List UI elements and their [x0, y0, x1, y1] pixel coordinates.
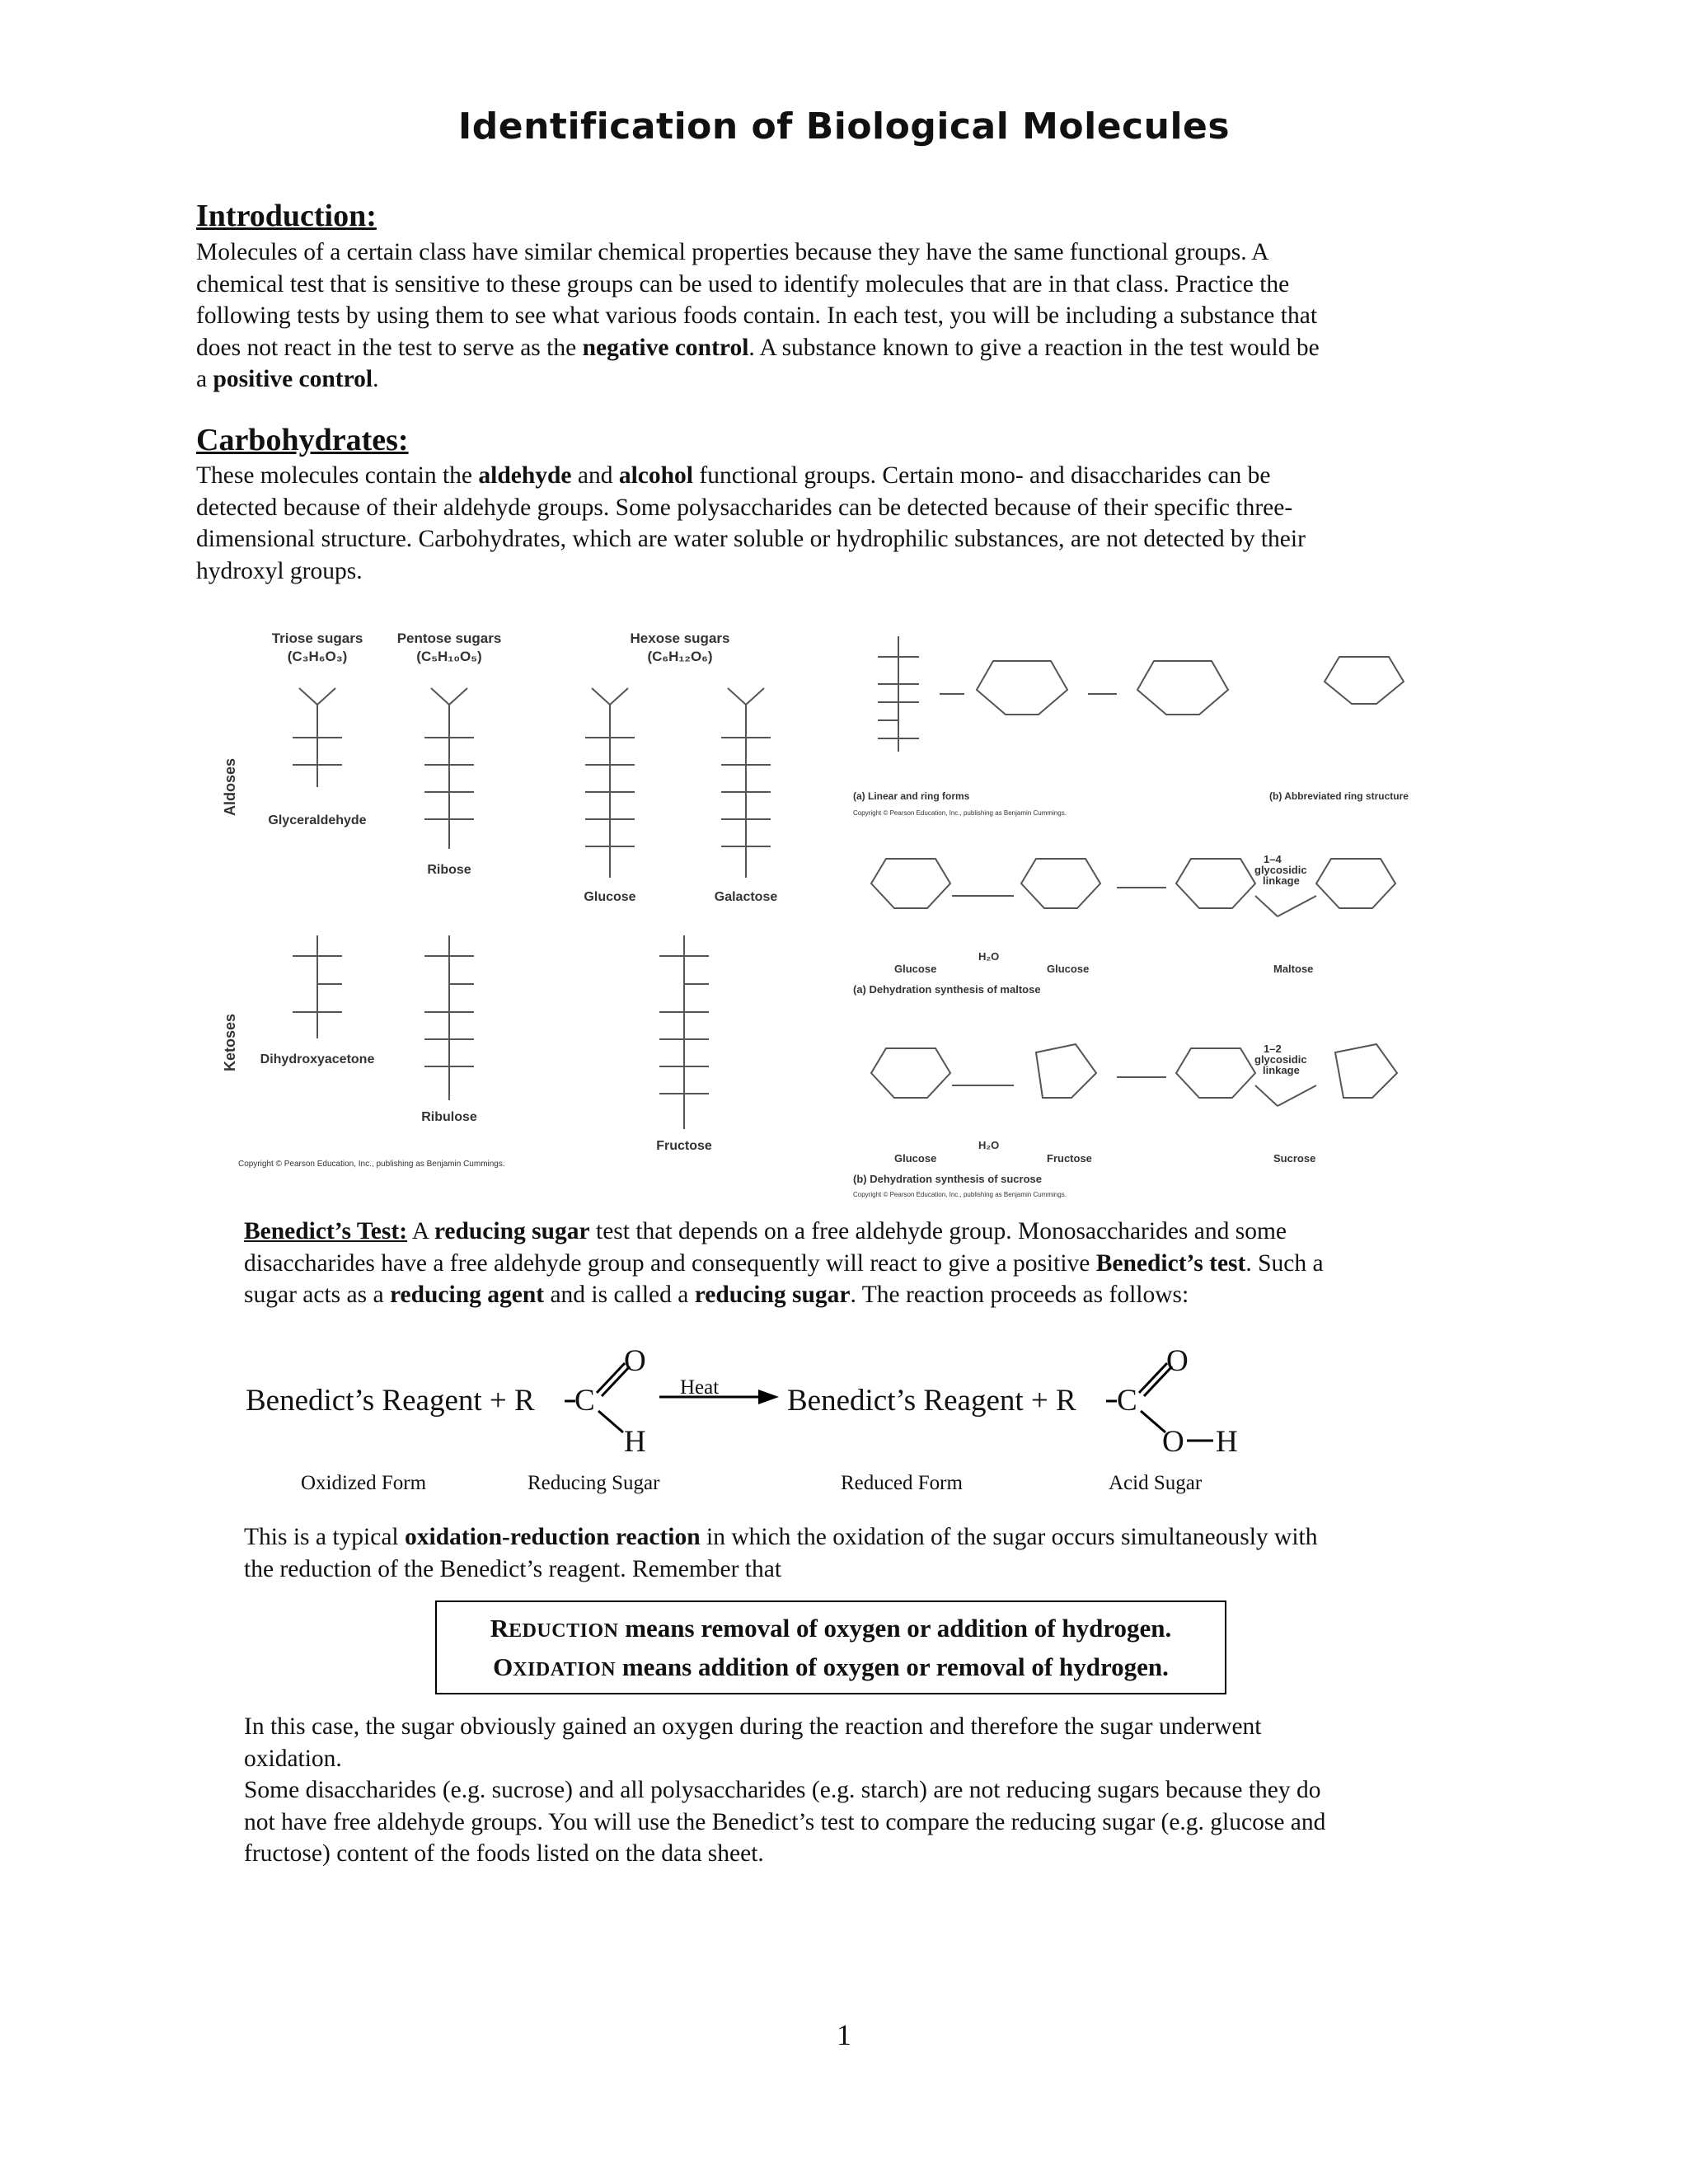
- glucose-rings: [940, 657, 1404, 715]
- reaction-right-hydroxyl-h: H: [1216, 1425, 1238, 1459]
- pentose-label: Pentose sugars: [396, 630, 502, 646]
- aldehyde-term: aldehyde: [478, 462, 572, 489]
- hexose-formula: (C₆H₁₂O₆): [647, 649, 713, 664]
- introduction-paragraph: [196, 237, 1482, 396]
- benedicts-test-label: Benedict’s Test:: [244, 1218, 408, 1244]
- sucrose-caption: (b) Dehydration synthesis of sucrose: [853, 1173, 1042, 1185]
- page-number: 1: [837, 2018, 851, 2051]
- benedicts-line-2: [244, 1248, 1489, 1280]
- intro-line-3: following tests by using them to see what various foods contain. In each test, you will be including a substance that: [196, 302, 1318, 329]
- ribose-label: Ribose: [427, 863, 471, 877]
- heat-label: Heat: [680, 1376, 720, 1399]
- acid-sugar-label: Acid Sugar: [1109, 1472, 1203, 1494]
- maltose-linkage: linkage: [1263, 874, 1300, 887]
- carbohydrates-paragraph: [196, 460, 1482, 587]
- ketose-skeletons: [293, 935, 709, 1129]
- ketoses-label: Ketoses: [222, 1013, 238, 1071]
- aldoses-label: Aldoses: [222, 757, 238, 816]
- intro-line-2: chemical test that is sensitive to these groups can be used to identify molecules that are in that class. Practice the: [196, 270, 1290, 298]
- text-run: . Such a: [1245, 1249, 1324, 1277]
- sucrose-linkage-number: 1–2: [1264, 1043, 1282, 1055]
- reaction-right-side: Benedict’s Reagent + R: [787, 1384, 1076, 1418]
- text-run: means addition of oxygen or removal of hydrogen.: [616, 1652, 1169, 1681]
- reducing-sugar-term: reducing sugar: [434, 1218, 590, 1244]
- text-run: in which the oxidation of the sugar occurs simultaneously with: [700, 1524, 1318, 1550]
- redox-line-1: [244, 1521, 1489, 1554]
- maltose-glucose-2: Glucose: [1047, 963, 1090, 975]
- positive-control-term: positive control: [213, 366, 373, 392]
- copyright-right-2: Copyright © Pearson Education, Inc., publishing as Benjamin Cummings.: [853, 1191, 1067, 1198]
- glyceraldehyde-label: Glyceraldehyde: [268, 813, 367, 827]
- ring-forms-figure: [853, 612, 1447, 1205]
- closing-paragraph: [244, 1711, 1489, 1870]
- intro-line-4: [196, 332, 1482, 364]
- sucrose-water: H₂O: [978, 1139, 1000, 1151]
- text-run: .: [373, 366, 379, 392]
- triose-formula: (C₃H₆O₃): [287, 649, 348, 664]
- copyright-right-1: Copyright © Pearson Education, Inc., publishing as Benjamin Cummings.: [853, 809, 1067, 817]
- copyright-left: Copyright © Pearson Education, Inc., publishing as Benjamin Cummings.: [238, 1160, 505, 1169]
- galactose-label: Galactose: [714, 890, 778, 904]
- sucrose-fructose: Fructose: [1047, 1152, 1092, 1165]
- intro-line-5: [196, 363, 1482, 396]
- text-run: sugar acts as a: [244, 1282, 390, 1308]
- reduced-form-label: Reduced Form: [841, 1472, 963, 1494]
- definitions-box: [435, 1601, 1226, 1694]
- sucrose-glycosidic: glycosidic: [1254, 1053, 1307, 1066]
- text-run: R: [490, 1614, 509, 1643]
- reducing-sugar-label: Reducing Sugar: [528, 1472, 660, 1494]
- benedicts-paragraph: [244, 1216, 1489, 1311]
- oxidized-form-label: Oxidized Form: [301, 1472, 427, 1494]
- reaction-left-side: Benedict’s Reagent + R: [246, 1384, 535, 1418]
- oxidation-reduction-term: oxidation-reduction reaction: [405, 1524, 701, 1550]
- closing-line-4: not have free aldehyde groups. You will use the Benedict’s test to compare the reducing sugar (e.g. glucose and: [244, 1808, 1326, 1835]
- text-run: means removal of oxygen or addition of hydrogen.: [618, 1614, 1172, 1643]
- reaction-right-oxygen: O: [1166, 1344, 1189, 1378]
- text-run: EDUCTION: [509, 1620, 619, 1642]
- reaction-bonds: [536, 1343, 1245, 1459]
- redox-paragraph: [244, 1521, 1489, 1585]
- maltose-rings: [871, 859, 1395, 916]
- reaction-left-oxygen: O: [624, 1344, 646, 1378]
- sucrose-linkage: linkage: [1263, 1064, 1300, 1076]
- text-run: does not react in the test to serve as the: [196, 334, 583, 361]
- fructose-label: Fructose: [656, 1139, 712, 1153]
- closing-line-5: fructose) content of the foods listed on the data sheet.: [244, 1840, 764, 1867]
- intro-line-1: Molecules of a certain class have similar chemical properties because they have the same functional groups. A: [196, 239, 1269, 265]
- negative-control-term: negative control: [582, 334, 749, 361]
- text-run: and: [571, 462, 619, 489]
- reaction-left-hydrogen: H: [624, 1425, 646, 1459]
- ribulose-label: Ribulose: [421, 1110, 477, 1124]
- triose-label: Triose sugars: [271, 630, 363, 646]
- dihydroxyacetone-label: Dihydroxyacetone: [260, 1052, 375, 1066]
- maltose-caption: (a) Dehydration synthesis of maltose: [853, 983, 1041, 996]
- reduction-definition: [437, 1610, 1225, 1649]
- text-run: A: [407, 1218, 434, 1244]
- carb-line-2: detected because of their aldehyde groups. Some polysaccharides can be detected because of their specific three-: [196, 494, 1293, 521]
- carb-line-3: dimensional structure. Carbohydrates, which are water soluble or hydrophilic substances, are not detected by their: [196, 526, 1306, 552]
- hexose-label: Hexose sugars: [630, 630, 730, 646]
- closing-line-2: oxidation.: [244, 1745, 342, 1772]
- benedicts-test-term: Benedict’s test: [1095, 1249, 1246, 1277]
- sucrose-rings: [871, 1044, 1397, 1106]
- text-run: . The reaction proceeds as follows:: [850, 1282, 1189, 1308]
- oxidation-definition: [437, 1649, 1225, 1688]
- linear-glucose-chain: [878, 636, 919, 752]
- linear-ring-caption: (a) Linear and ring forms: [853, 790, 970, 802]
- page-title: Identification of Biological Molecules: [457, 105, 1231, 148]
- maltose-glycosidic: glycosidic: [1254, 864, 1307, 876]
- text-run: functional groups. Certain mono- and disaccharides can be: [693, 462, 1271, 489]
- reaction-left-carbon: C: [574, 1384, 595, 1418]
- maltose-label: Maltose: [1273, 963, 1314, 975]
- sucrose-label: Sucrose: [1273, 1152, 1316, 1165]
- carb-line-1: [196, 460, 1482, 492]
- text-run: disaccharides have a free aldehyde group and consequently will react to give a positive: [244, 1249, 1096, 1277]
- text-run: and is called a: [544, 1282, 695, 1308]
- text-run: This is a typical: [244, 1524, 405, 1550]
- closing-line-3: Some disaccharides (e.g. sucrose) and all polysaccharides (e.g. starch) are not reducing sugars because they do: [244, 1777, 1321, 1803]
- glucose-label: Glucose: [584, 890, 636, 904]
- abbrev-ring-caption: (b) Abbreviated ring structure: [1269, 790, 1409, 802]
- reaction-right-carbon: C: [1117, 1384, 1137, 1418]
- carbohydrates-heading: Carbohydrates:: [196, 423, 409, 457]
- aldose-skeletons: [293, 688, 771, 878]
- reducing-sugar-term: reducing sugar: [694, 1282, 851, 1308]
- closing-line-1: In this case, the sugar obviously gained an oxygen during the reaction and therefore the sugar underwent: [244, 1713, 1262, 1740]
- alcohol-term: alcohol: [618, 462, 694, 489]
- pentose-formula: (C₅H₁₀O₅): [416, 649, 482, 664]
- benedicts-line-1: [244, 1216, 1489, 1248]
- introduction-heading: Introduction:: [196, 199, 377, 233]
- benedicts-line-3: [244, 1279, 1489, 1311]
- text-run: a: [196, 366, 213, 392]
- reaction-right-hydroxyl-o: O: [1162, 1425, 1184, 1459]
- reducing-agent-term: reducing agent: [389, 1282, 545, 1308]
- sucrose-glucose: Glucose: [894, 1152, 937, 1165]
- text-run: XIDATION: [513, 1659, 617, 1680]
- maltose-water: H₂O: [978, 950, 1000, 963]
- text-run: . A substance known to give a reaction in the test would be: [748, 334, 1320, 361]
- carb-line-4: hydroxyl groups.: [196, 557, 363, 584]
- redox-line-2: the reduction of the Benedict’s reagent. Remember that: [244, 1555, 782, 1582]
- text-run: These molecules contain the: [196, 462, 479, 489]
- maltose-glucose-1: Glucose: [894, 963, 937, 975]
- text-run: O: [493, 1652, 513, 1681]
- text-run: test that depends on a free aldehyde group. Monosaccharides and some: [589, 1218, 1287, 1244]
- sugar-structures-figure: [222, 626, 828, 1170]
- maltose-linkage-number: 1–4: [1264, 853, 1282, 865]
